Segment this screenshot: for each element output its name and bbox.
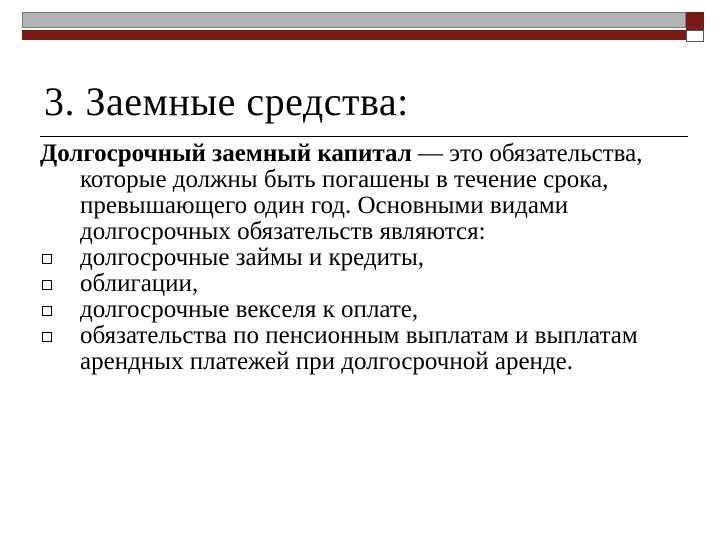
list-item <box>40 271 710 297</box>
slide-title: 3. Заемные средства: <box>44 79 409 124</box>
hollow-square-bullet-icon <box>42 254 52 264</box>
list-item <box>40 297 710 323</box>
liability-list <box>40 245 710 375</box>
slide-body <box>40 141 710 375</box>
hollow-square-bullet-icon <box>42 280 52 290</box>
list-item <box>40 245 710 271</box>
list-item <box>40 323 710 375</box>
list-item-text: долгосрочные займы и кредиты, <box>80 244 424 271</box>
list-item-text: облигации, <box>80 270 199 297</box>
hollow-square-bullet-icon <box>42 332 52 342</box>
intro-lead-term: Долгосрочный заемный капитал <box>40 140 412 167</box>
corner-outline-square <box>686 30 704 42</box>
header-gray-band <box>22 12 686 28</box>
header-accent-stripe <box>22 30 686 40</box>
corner-decoration <box>686 12 704 40</box>
title-underline <box>40 136 688 137</box>
intro-paragraph <box>40 141 710 245</box>
hollow-square-bullet-icon <box>42 306 52 316</box>
corner-accent-square <box>686 12 704 30</box>
list-item-text: долгосрочные векселя к оплате, <box>80 296 419 323</box>
intro-text: — это обязательства, которые должны быть погашены в течение срока, превышающего один год. Основными видами долгосрочных обязательств являются: <box>80 140 643 245</box>
list-item-text: обязательства по пенсионным выплатам и выплатам арендных платежей при долгосрочной аренде. <box>80 322 638 375</box>
